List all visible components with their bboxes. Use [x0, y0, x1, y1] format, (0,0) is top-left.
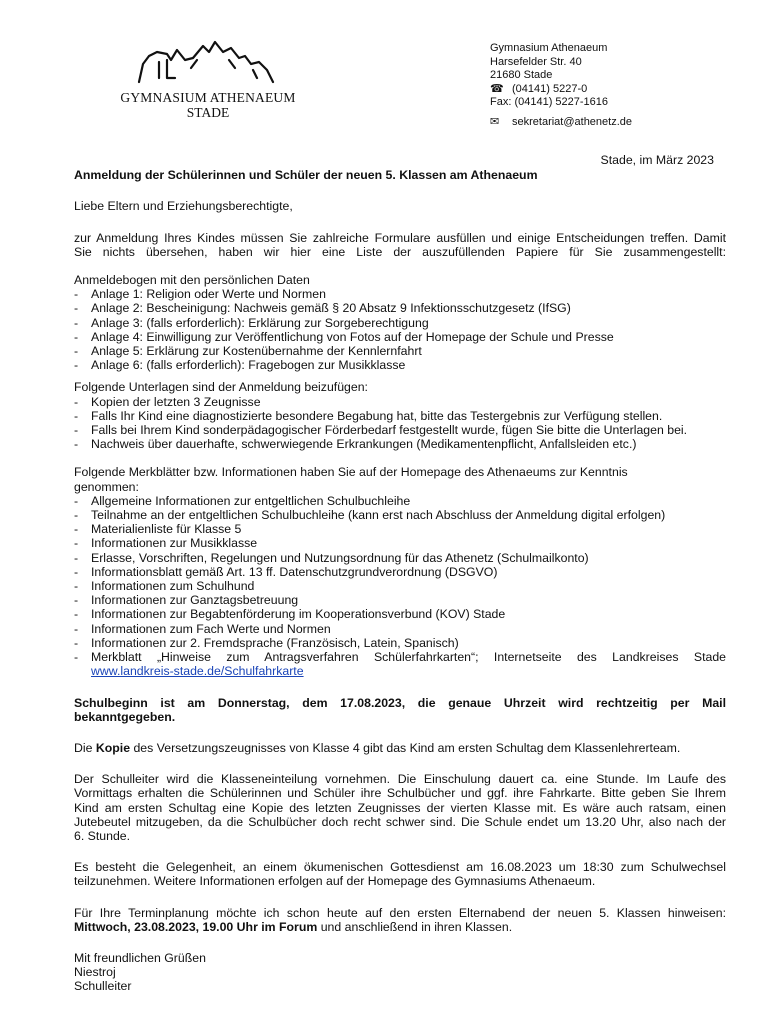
first-day-line: Vormittags erhalten die Schülerinnen und Schüler ihre Schulbücher und ggf. ihre Fahrkarte. Bitte geben Sie Ihrem: [74, 786, 726, 801]
first-day-line: Jutebeutel mitzugeben, da die Schulbücher doch recht schwer sind. Die Schule endet um 13.20 Uhr, also nach der: [74, 814, 726, 829]
list-item: - Anlage 2: Bescheinigung: Nachweis gemäß § 20 Absatz 9 Infektionsschutzgesetz (IfSG): [74, 301, 726, 315]
list-item: - Allgemeine Informationen zur entgeltlichen Schulbuchleihe: [74, 494, 726, 508]
first-day-line: Kind am ersten Schultag eine Kopie des letzten Zeugnisses der vierten Klasse mit. Es wäre auch ratsam, einen: [74, 800, 726, 815]
address-name: Gymnasium Athenaeum: [490, 42, 608, 54]
school-address-block: [490, 42, 632, 130]
address-email[interactable]: sekretariat@athenetz.de: [512, 115, 633, 128]
kopie-pre: Die: [74, 740, 96, 755]
forms-heading: Anmeldebogen mit den persönlichen Daten: [74, 273, 310, 288]
forms-section: [74, 273, 726, 372]
list-item: - Kopien der letzten 3 Zeugnisse: [74, 395, 726, 409]
logo-school-name: GYMNASIUM ATHENAEUM: [120, 90, 296, 105]
service-paragraph: [74, 860, 726, 888]
list-item: - Informationen zum Fach Werte und Normen: [74, 622, 726, 636]
list-item: - Falls Ihr Kind eine diagnostizierte besondere Begabung hat, bitte das Testergebnis zur Verfügung stellen.: [74, 409, 726, 423]
list-item: - Anlage 6: (falls erforderlich): Fragebogen zur Musikklasse: [74, 358, 726, 372]
intro-line: Sie nichts übersehen, haben wir hier eine Liste der auszufüllenden Papiere für Sie zusammengestellt:: [74, 244, 726, 259]
landkreis-link[interactable]: www.landkreis-stade.de/Schulfahrkarte: [91, 664, 304, 679]
first-day-line: 6. Stunde.: [74, 828, 131, 843]
mail-icon: ✉: [490, 115, 500, 128]
info-heading: Folgende Merkblätter bzw. Informationen haben Sie auf der Homepage des Athenaeums zur Kenntnis genommen:: [74, 465, 628, 494]
service-line: Es besteht die Gelegenheit, an einem ökumenischen Gottesdienst am 16.08.2023 um 18:30 zum Schulwechsel: [74, 860, 726, 875]
school-start-paragraph: [74, 696, 726, 724]
list-item: - Anlage 3: (falls erforderlich): Erklärung zur Sorgeberechtigung: [74, 316, 726, 330]
forms-list: [74, 287, 726, 372]
list-item: - Informationen zur Musikklasse: [74, 536, 726, 550]
list-item-fahrkarte: [74, 650, 726, 678]
address-fax: Fax: (04141) 5227-1616: [490, 96, 609, 109]
list-item: - Nachweis über dauerhafte, schwerwiegende Erkrankungen (Medikamentenpflicht, Anfallsleiden etc.): [74, 437, 726, 451]
address-email-row: [490, 116, 632, 130]
address-street: Harsefelder Str. 40: [490, 55, 582, 68]
parents-evening-line: [74, 920, 726, 934]
letter-date: Stade, im März 2023: [600, 153, 714, 167]
address-phone-row: [490, 83, 632, 97]
school-start-line: Schulbeginn ist am Donnerstag, dem 17.08.2023, die genaue Uhrzeit wird rechtzeitig per Mail: [74, 695, 726, 710]
first-day-paragraph: [74, 772, 726, 843]
parents-evening-post: und anschließend in ihren Klassen.: [317, 919, 513, 934]
school-logo: [108, 38, 308, 120]
documents-list: [74, 395, 726, 452]
fahrkarte-text: - Merkblatt „Hinweise zum Antragsverfahren Schülerfahrkarten“; Internetseite des Landkreises Stade: [91, 650, 726, 665]
list-item: - Anlage 4: Einwilligung zur Veröffentlichung von Fotos auf der Homepage der Schule und Presse: [74, 330, 726, 344]
kopie-post: des Versetzungszeugnisses von Klasse 4 gibt das Kind am ersten Schultag dem Klassenlehrerteam.: [130, 740, 681, 755]
closing-greeting: Mit freundlichen Grüßen: [74, 950, 206, 965]
documents-section: [74, 380, 726, 451]
signer-title: Schulleiter: [74, 979, 132, 994]
documents-heading: Folgende Unterlagen sind der Anmeldung beizufügen:: [74, 380, 368, 395]
address-zip-city: 21680 Stade: [490, 69, 553, 82]
salutation: Liebe Eltern und Erziehungsberechtigte,: [74, 199, 293, 214]
parents-evening-date: Mittwoch, 23.08.2023, 19.00 Uhr im Forum: [74, 919, 318, 934]
list-item: - Informationsblatt gemäß Art. 13 ff. Datenschutzgrundverordnung (DSGVO): [74, 565, 726, 579]
first-day-line: Der Schulleiter wird die Klasseneinteilung vornehmen. Die Einschulung dauert ca. eine Stunde. Im Laufe des: [74, 772, 726, 787]
school-building-icon: [133, 38, 283, 86]
list-item: - Teilnahme an der entgeltlichen Schulbuchleihe (kann erst nach Abschluss der Anmeldung digital erfolgen): [74, 508, 726, 522]
info-section: [74, 465, 726, 678]
school-start-line: bekanntgegeben.: [74, 709, 176, 724]
signer-name: Niestroj: [74, 965, 116, 980]
info-list: [74, 494, 726, 679]
list-item: - Falls bei Ihrem Kind sonderpädagogischer Förderbedarf festgestellt wurde, fügen Sie bitte die Unterlagen bei.: [74, 423, 726, 437]
intro-line: zur Anmeldung Ihres Kindes müssen Sie zahlreiche Formulare ausfüllen und einige Entscheidungen treffen. Damit: [74, 230, 726, 245]
letter-body: [74, 153, 726, 994]
list-item: - Informationen zur Ganztagsbetreuung: [74, 593, 726, 607]
list-item: - Anlage 1: Religion oder Werte und Normen: [74, 287, 726, 301]
list-item: - Materialienliste für Klasse 5: [74, 522, 726, 536]
list-item: - Informationen zur Begabtenförderung im Kooperationsverbund (KOV) Stade: [74, 607, 726, 621]
kopie-paragraph: [74, 741, 726, 755]
parents-evening-paragraph: [74, 906, 726, 934]
parents-evening-line: Für Ihre Terminplanung möchte ich schon heute auf den ersten Elternabend der neuen 5. Klassen hinweisen:: [74, 905, 726, 920]
closing-block: [74, 951, 726, 994]
list-item: - Erlasse, Vorschriften, Regelungen und Nutzungsordnung für das Athenetz (Schulmailkonto): [74, 551, 726, 565]
service-line: teilzunehmen. Weitere Informationen erfolgen auf der Homepage des Gymnasiums Athenaeum.: [74, 874, 596, 889]
list-item: - Anlage 5: Erklärung zur Kostenübernahme der Kennlernfahrt: [74, 344, 726, 358]
logo-school-city: STADE: [186, 105, 230, 120]
list-item: - Informationen zum Schulhund: [74, 579, 726, 593]
address-phone: (04141) 5227-0: [512, 82, 588, 95]
intro-paragraph: [74, 231, 726, 259]
letter-subject: Anmeldung der Schülerinnen und Schüler der neuen 5. Klassen am Athenaeum: [74, 168, 538, 183]
list-item: - Informationen zur 2. Fremdsprache (Französisch, Latein, Spanisch): [74, 636, 726, 650]
kopie-bold: Kopie: [95, 740, 131, 755]
phone-icon: ☎: [490, 82, 504, 95]
